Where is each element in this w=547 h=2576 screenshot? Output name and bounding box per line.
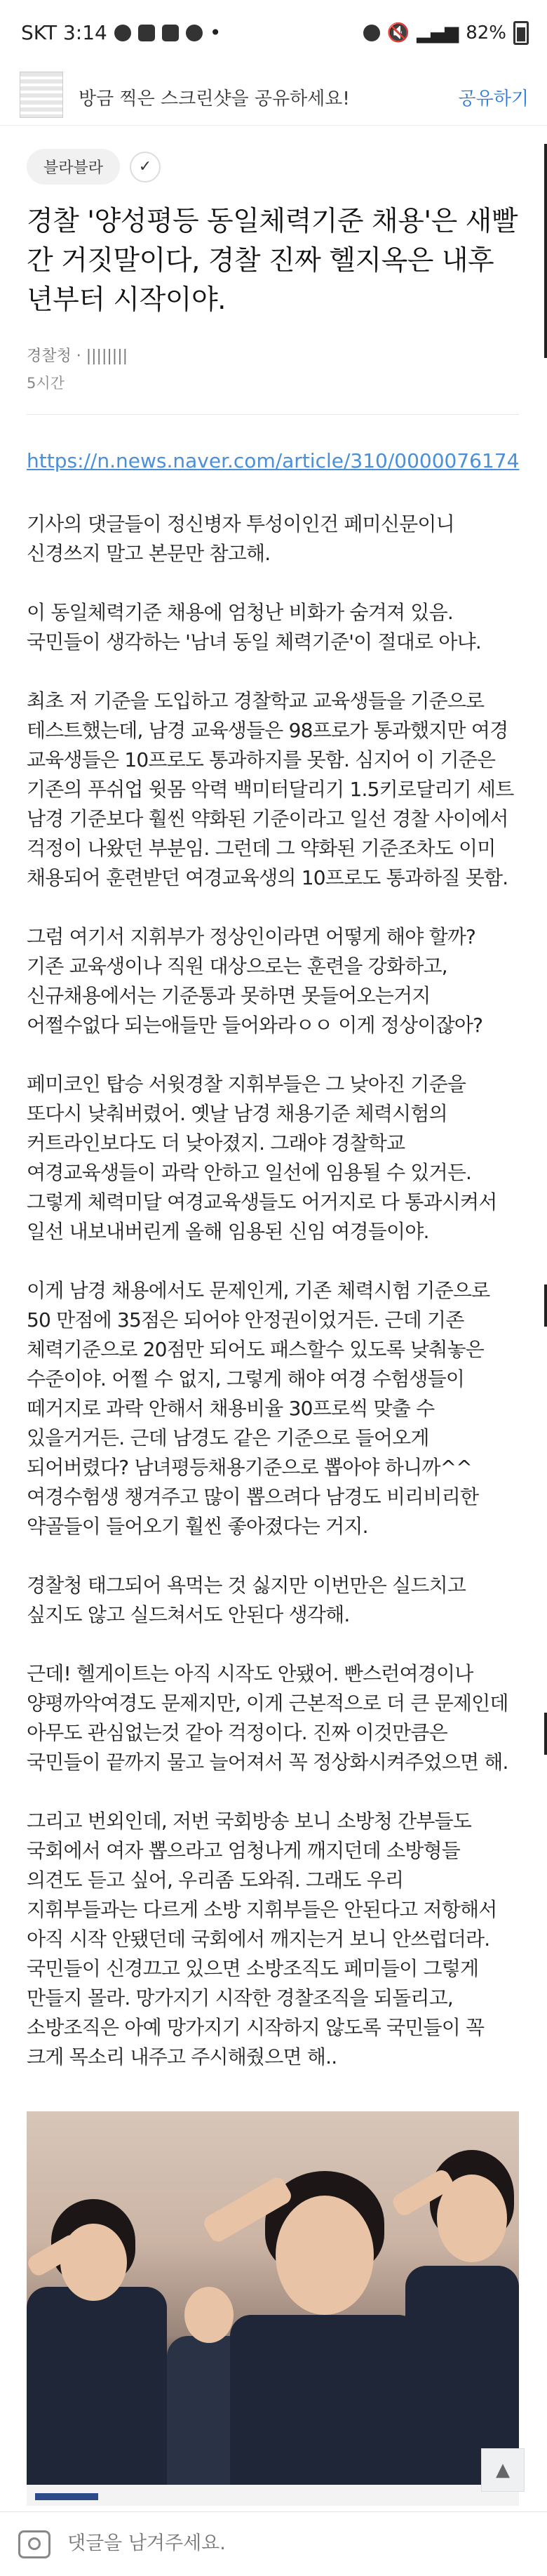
paragraph: 기사의 댓글들이 정신병자 투성이인건 페미신문이니 신경쓰지 말고 본문만 참고해. — [27, 512, 454, 565]
officer-face — [276, 2196, 374, 2315]
alarm-icon — [363, 25, 380, 41]
more-dot-icon: • — [209, 21, 222, 44]
post-title: 경찰 '양성평등 동일체력기준 채용'은 새빨간 거짓말이다, 경찰 진짜 헬지옥은 내후년부터 시작이야. — [27, 206, 518, 316]
post-author[interactable]: 경찰청 · |||||||| — [27, 347, 128, 365]
paragraph: 이 동일체력기준 채용에 엄청난 비화가 숨겨져 있음. 국민들이 생각하는 '남녀 동일 체력기준'이 절대로 아냐. — [27, 601, 481, 653]
gallery-icon — [138, 25, 155, 41]
news-link[interactable]: https://n.news.naver.com/article/310/0000076174 — [27, 449, 520, 472]
paragraph: 경찰청 태그되어 욕먹는 것 싫지만 이번만은 실드치고 싶지도 않고 실드쳐서도 안된다 생각해. — [27, 1574, 466, 1626]
article-photo[interactable] — [27, 2111, 519, 2485]
photo-caption — [27, 2485, 519, 2506]
comment-bar — [0, 2511, 547, 2576]
paragraph: 최초 저 기준을 도입하고 경찰학교 교육생들을 기준으로 테스트했는데, 남경 교육생들은 98프로가 통과했지만 여경 교육생들은 10프로도 통과하지를 못함. 심지어 이 기준은 기존의 푸쉬업 윗몸 악력 백미터달리기 1.5키로달리기 세트 남경 기준보다 훨씬 약화된 기준이라고 일선 경찰 사이에서 걱정이 나왔던 부분임. 그런데 그 약화된 기준조차도 이미 채용되어 훈련받던 여경교육생의 10프로도 통과하질 못함. — [27, 689, 514, 889]
arrow-up-icon[interactable]: ▲ — [481, 2448, 525, 2492]
battery-level: 82% — [466, 22, 506, 44]
paragraph: 페미코인 탑승 서윗경찰 지휘부들은 그 낮아진 기준을 또다시 낮춰버렸어. 옛날 남경 채용기준 체력시험의 커트라인보다도 더 낮아졌지. 그래야 경찰학교 여경교육생들이 과락 안하고 일선에 임용될 수 있거든. 그렇게 체력미달 여경교육생들도 어거지로 다 통과시켜서 일선 내보내버린게 올해 임용된 신임 여경들이야. — [27, 1073, 497, 1243]
signal-icon: ▂▄▆ — [417, 22, 459, 44]
officer-figure — [27, 2287, 167, 2485]
status-left — [21, 21, 221, 44]
chat-icon — [186, 25, 203, 41]
carrier-time: SKT 3:14 — [21, 21, 107, 44]
divider — [27, 414, 519, 415]
camera-icon[interactable] — [18, 2530, 50, 2558]
share-message: 방금 찍은 스크린샷을 공유하세요! — [79, 88, 350, 109]
notification-icon — [114, 25, 131, 41]
paragraph: 그럼 여기서 지휘부가 정상인이라면 어떻게 해야 할까? 기존 교육생이나 직원 대상으로는 훈련을 강화하고, 신규채용에서는 기준통과 못하면 못들어오는거지 어쩔수없다 되는애들만 들어와라ㅇㅇ 이게 정상이잖아? — [27, 925, 483, 1037]
battery-icon — [513, 21, 529, 45]
paragraph: 근데! 헬게이트는 아직 시작도 안됐어. 빤스런여경이나 양평까악여경도 문제지만, 이게 근본적으로 더 큰 문제인데 아무도 관심없는것 같아 걱정이다. 진짜 이것만큼은 국민들이 끝까지 물고 늘어져서 꼭 정상화시켜주었으면 해. — [27, 1662, 508, 1774]
tag-row — [27, 149, 161, 185]
post-time: 5시간 — [27, 375, 65, 392]
check-icon[interactable]: ✓ — [130, 152, 161, 182]
mute-icon: 🔇 — [386, 22, 410, 44]
status-right — [363, 21, 529, 45]
scroll-indicator-low — [544, 1713, 547, 1755]
message-icon — [162, 25, 179, 41]
post-body — [27, 510, 525, 2102]
share-button[interactable]: 공유하기 — [458, 88, 529, 109]
screenshot-thumbnail[interactable] — [20, 72, 63, 118]
officer-figure — [230, 2315, 419, 2485]
status-bar — [0, 0, 547, 65]
topic-tag[interactable]: 블라블라 — [27, 149, 120, 185]
caption-bar — [35, 2493, 98, 2500]
scroll-indicator — [544, 144, 547, 358]
scroll-indicator-mid — [544, 1284, 547, 1327]
screenshot-share-bar — [0, 65, 547, 126]
comment-input[interactable] — [66, 2526, 518, 2560]
paragraph: 그리고 번외인데, 저번 국회방송 보니 소방청 간부들도 국회에서 여자 뽑으라고 엄청나게 깨지던데 소방형들 의견도 듣고 싶어, 우리좀 도와줘. 그래도 우리 지휘부들과는 다르게 소방 지휘부들은 안된다고 저항해서 아직 시작 안됐던데 국회에서 깨지는거 보니 안쓰럽더라. 국민들이 신경끄고 있으면 소방조직도 페미들이 그렇게 만들지 몰라. 망가지기 시작한 경찰조직을 되돌리고, 소방조직은 아예 망가지기 시작하지 않도록 국민들이 꼭 크게 목소리 내주고 주시해줬으면 해.. — [27, 1810, 497, 2069]
paragraph: 이게 남경 채용에서도 문제인게, 기존 체력시험 기준으로 50 만점에 35점은 되어야 안정권이었거든. 근데 기존 체력기준으로 20점만 되어도 패스할수 있도록 낮춰놓은 수준이야. 어쩔 수 없지, 그렇게 해야 여경 수험생들이 떼거지로 과락 안해서 채용비율 30프로씩 맞출 수 있을거거든. 근데 남경도 같은 기준으로 들어오게 되어버렸다? 남녀평등채용기준으로 뽑아야 하니까^^ 여경수험생 챙겨주고 많이 뽑으려다 남경도 비리비리한 약골들이 들어오기 훨씬 좋아졌다는 거지. — [27, 1279, 490, 1538]
officer-face — [184, 2287, 234, 2343]
